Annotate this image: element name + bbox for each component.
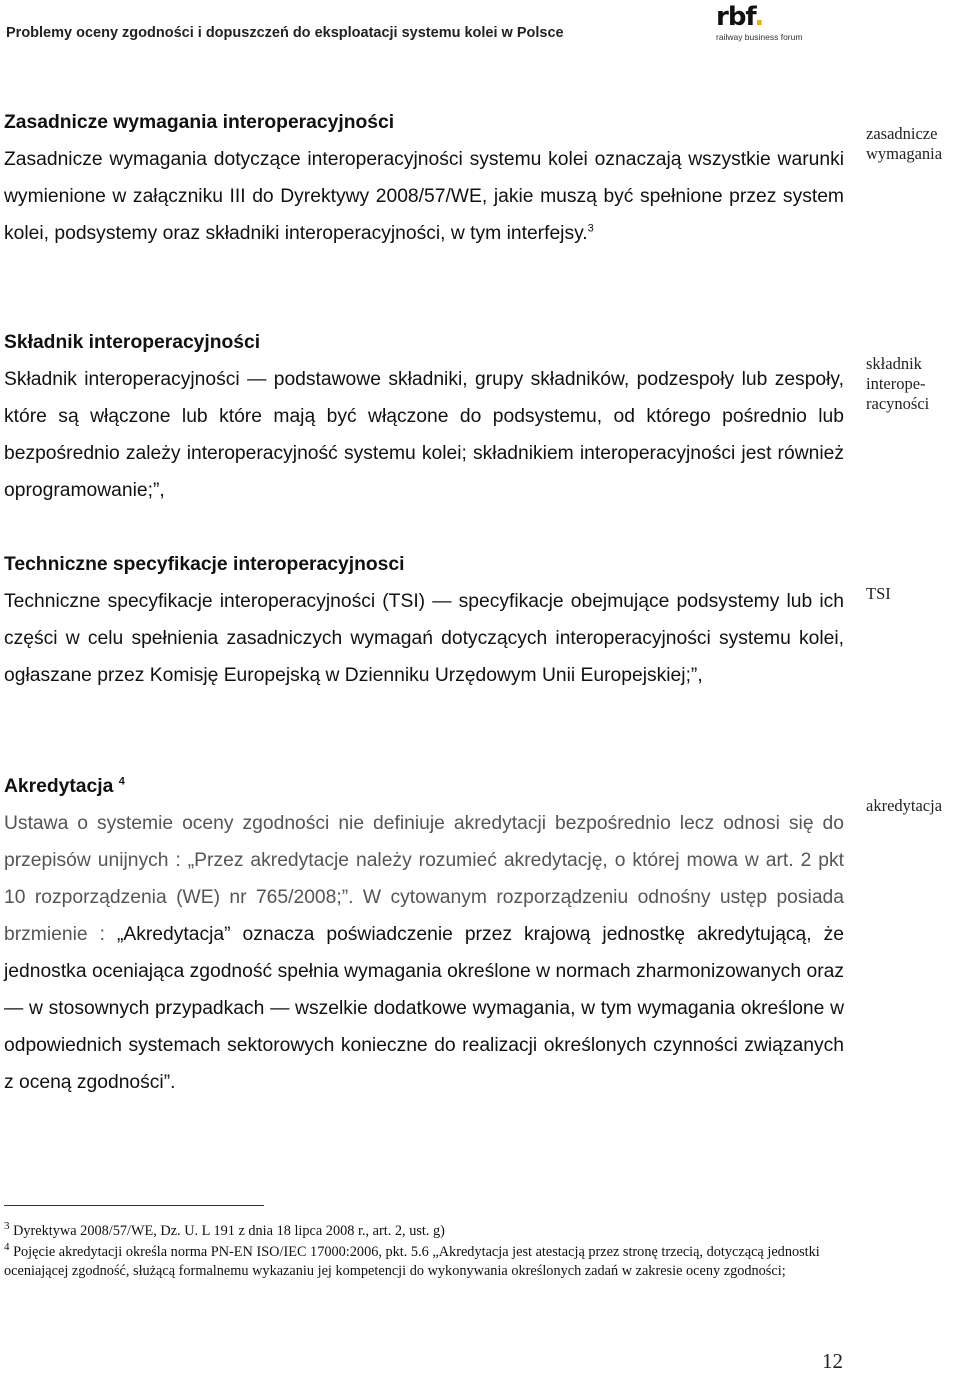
section-text: Techniczne specyfikacje interoperacyjności (TSI) — specyfikacje obejmujące podsystemy lub ich części w celu spełnienia zasadniczych wymagań dotyczących interoperacyjności systemu kolei, ogłaszane przez Komisję Europejską w Dzienniku Urzędowym Unii Europejskiej;”, [4, 591, 844, 686]
section-essential-requirements [4, 104, 844, 252]
running-header-title: Problemy oceny zgodności i dopuszczeń do eksploatacji systemu kolei w Polsce [6, 25, 564, 41]
section-title: Zasadnicze wymagania interoperacyjności [4, 112, 395, 133]
footnote-3: $^3$ Dyrektywa 2008/57/WE, Dz. U. L 191 z dnia 18 lipca 2008 r., art. 2, ust. g) [4, 1220, 445, 1239]
footnote-ref: 4 [118, 775, 125, 788]
margin-note-interoperability-constituent: składnik interope-racyności [866, 354, 930, 413]
section-title: Składnik interoperacyjności [4, 332, 261, 353]
footnote-separator [4, 1205, 264, 1206]
margin-note-essential-requirements: zasadnicze wymagania [866, 124, 943, 163]
margin-note-accreditation: akredytacja [866, 796, 943, 815]
section-title: Techniczne specyfikacje interoperacyjnosci [4, 554, 405, 575]
section-title: Akredytacja $^4$ [4, 775, 125, 797]
margin-note-tsi: TSI [866, 584, 891, 603]
section-accreditation [4, 768, 844, 1101]
page-number: 12 [822, 1349, 843, 1373]
logo-subtitle: railway business forum [716, 32, 803, 42]
footnote-4: $^4$ Pojęcie akredytacji określa norma PN-EN ISO/IEC 17000:2006, pkt. 5.6 „Akredytacja jest atestacją przez stronę trzecią, dotyczącą jednostki oceniającej zgodność, służącą formalnemu wykazaniu jej kompetencji do wykonywania określonych zadań w zakresie oceny zgodności; [4, 1240, 820, 1279]
logo-mark: rbf. [716, 2, 764, 32]
footnote-ref: 3 [587, 222, 594, 235]
section-tsi [4, 546, 844, 694]
section-text: Składnik interoperacyjności — podstawowe składniki, grupy składników, podzespoły lub zespoły, które są włączone lub które mają być włączone do podsystemu, od którego pośrednio lub bezpośrednio zależy interoperacyjność systemu kolei; składnikiem interoperacyjności jest również oprogramowanie;”, [4, 369, 844, 501]
section-interoperability-constituent [4, 324, 844, 509]
section-text: Zasadnicze wymagania dotyczące interoperacyjności systemu kolei oznaczają wszystkie warunki wymienione w załączniku III do Dyrektywy 2008/57/WE, jakie muszą być spełnione przez system kolei, podsystemy oraz składniki interoperacyjności, w tym interfejsy.$^3$ [4, 149, 844, 244]
footnotes [4, 1222, 844, 1283]
section-text: Ustawa o systemie oceny zgodności nie definiuje akredytacji bezpośrednio lecz odnosi się do przepisów unijnych : „Przez akredytacje należy rozumieć akredytację, o której mowa w art. 2 pkt 10 rozporządzenia (WE) nr 765/2008;”. W cytowanym rozporządzeniu odnośny ustęp posiada brzmienie : „Akredytacja” oznacza poświadczenie przez krajową jednostkę akredytującą, że jednostka oceniająca zgodność spełnia wymagania określone w normach zharmonizowanych oraz — w stosownych przypadkach — wszelkie dodatkowe wymagania, w tym wymagania określone w odpowiednich systemach sektorowych konieczne do realizacji określonych czynności związanych z oceną zgodności”. [4, 813, 845, 1093]
rbf-logo [716, 2, 803, 44]
